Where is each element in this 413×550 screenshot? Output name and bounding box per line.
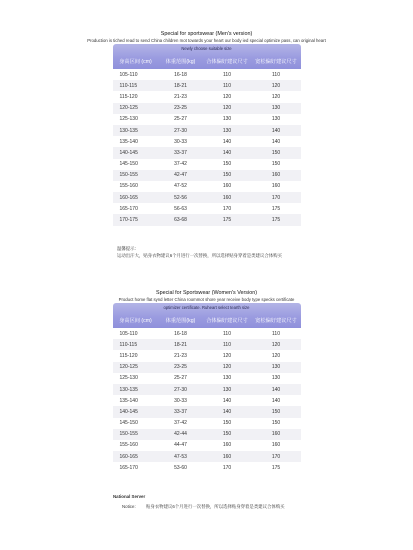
table-row xyxy=(113,192,301,203)
height-cell: 105-110 xyxy=(119,71,138,78)
table-row xyxy=(113,91,301,102)
table-row xyxy=(113,451,301,462)
table-row xyxy=(113,328,301,339)
loose-size-cell: 170 xyxy=(271,194,281,201)
women-table-header xyxy=(113,303,301,328)
table-row xyxy=(113,429,301,440)
fit-size-cell: 140 xyxy=(222,138,232,145)
fit-size-cell: 120 xyxy=(222,105,232,112)
women-header-note: optimizer certificate. Ruheart select tearth size xyxy=(163,305,250,310)
table-row xyxy=(113,339,301,350)
fit-size-cell: 110 xyxy=(223,341,231,348)
fit-size-cell: 130 xyxy=(222,386,232,393)
fit-size-cell: 150 xyxy=(222,420,232,427)
loose-size-cell: 120 xyxy=(271,93,281,100)
loose-size-cell: 160 xyxy=(271,172,281,179)
weight-cell: 23-25 xyxy=(174,364,187,371)
height-cell: 130-135 xyxy=(119,127,138,134)
weight-cell: 21-23 xyxy=(174,93,187,100)
loose-size-cell: 170 xyxy=(271,453,281,460)
men-chart-subtitle: Production is tiched read to send China children mot towards your heart our body ied special optimize pass, can original heart xyxy=(87,38,326,43)
height-cell: 135-140 xyxy=(119,397,138,404)
weight-cell: 52-56 xyxy=(174,194,187,201)
loose-size-cell: 175 xyxy=(271,464,281,471)
table-row xyxy=(113,125,301,136)
men-header-row xyxy=(113,54,301,69)
table-row xyxy=(113,80,301,91)
loose-size-cell: 150 xyxy=(271,161,281,168)
loose-size-cell: 140 xyxy=(271,397,281,404)
fit-size-cell: 120 xyxy=(222,93,232,100)
men-note-label: 温馨提示: xyxy=(117,246,136,251)
women-header-row xyxy=(113,313,301,328)
table-row xyxy=(113,170,301,181)
weight-cell: 53-60 xyxy=(174,464,187,471)
weight-cell: 47-52 xyxy=(174,183,187,190)
height-cell: 155-160 xyxy=(119,442,138,449)
loose-size-cell: 140 xyxy=(271,386,281,393)
height-cell: 110-115 xyxy=(119,82,138,89)
height-cell: 110-115 xyxy=(119,341,138,348)
loose-size-cell: 110 xyxy=(272,71,280,78)
women-chart-subtitle: Product home flat synd letter China roommot shore year receive body type specks certificate xyxy=(118,297,295,302)
fit-size-cell: 110 xyxy=(223,82,231,89)
fit-size-cell: 110 xyxy=(223,330,231,337)
men-chart-title: Special for sportswear (Men's version) xyxy=(160,31,253,37)
loose-size-cell: 120 xyxy=(271,352,281,359)
table-row xyxy=(113,103,301,114)
height-cell: 150-155 xyxy=(119,172,138,179)
weight-cell: 25-27 xyxy=(174,116,187,123)
women-col-fit-size: 合体偏好建议尺寸 xyxy=(206,318,248,324)
fit-size-cell: 110 xyxy=(223,71,231,78)
weight-cell: 30-33 xyxy=(174,138,187,145)
loose-size-cell: 160 xyxy=(271,442,281,449)
women-note-prefix: Notice: xyxy=(122,504,136,509)
loose-size-cell: 130 xyxy=(271,375,281,382)
weight-cell: 27-30 xyxy=(174,127,187,134)
fit-size-cell: 150 xyxy=(222,431,232,438)
loose-size-cell: 175 xyxy=(271,205,281,212)
loose-size-cell: 150 xyxy=(271,149,281,156)
weight-cell: 44-47 xyxy=(174,442,187,449)
loose-size-cell: 140 xyxy=(271,127,281,134)
loose-size-cell: 140 xyxy=(271,138,281,145)
women-size-section xyxy=(0,290,413,473)
women-note-text: 贴身衣物建议6个月进行一次替换，所以选择贴身穿着是类建议合体购买 xyxy=(146,504,285,509)
height-cell: 105-110 xyxy=(119,330,138,337)
men-col-weight: 体重范围(kg) xyxy=(165,59,196,65)
men-size-section xyxy=(0,31,413,226)
women-col-loose-size: 宽松偏好建议尺寸 xyxy=(255,318,297,324)
men-size-table xyxy=(113,69,301,226)
fit-size-cell: 140 xyxy=(222,408,232,415)
women-note-label: National Server xyxy=(113,494,146,499)
height-cell: 145-150 xyxy=(119,161,138,168)
women-col-weight: 体重范围(kg) xyxy=(165,318,196,324)
men-col-height: 身高区间 (cm) xyxy=(119,59,152,65)
height-cell: 130-135 xyxy=(119,386,138,393)
height-cell: 120-125 xyxy=(119,105,138,112)
height-cell: 140-145 xyxy=(119,408,138,415)
height-cell: 165-170 xyxy=(119,464,138,471)
men-col-fit-size: 合体偏好建议尺寸 xyxy=(206,59,248,65)
fit-size-cell: 175 xyxy=(222,217,232,224)
loose-size-cell: 175 xyxy=(271,217,281,224)
loose-size-cell: 150 xyxy=(271,408,281,415)
men-col-loose-size: 宽松偏好建议尺寸 xyxy=(255,59,297,65)
height-cell: 140-145 xyxy=(119,149,138,156)
table-row xyxy=(113,395,301,406)
height-cell: 135-140 xyxy=(119,138,138,145)
table-row xyxy=(113,384,301,395)
weight-cell: 42-47 xyxy=(174,172,187,179)
fit-size-cell: 170 xyxy=(222,205,232,212)
fit-size-cell: 150 xyxy=(222,161,232,168)
table-row xyxy=(113,159,301,170)
fit-size-cell: 130 xyxy=(222,127,232,134)
women-size-table xyxy=(113,328,301,473)
fit-size-cell: 160 xyxy=(222,453,232,460)
fit-size-cell: 160 xyxy=(222,442,232,449)
table-row xyxy=(113,418,301,429)
height-cell: 125-130 xyxy=(119,116,138,123)
weight-cell: 16-18 xyxy=(174,330,187,337)
height-cell: 155-160 xyxy=(119,183,138,190)
loose-size-cell: 160 xyxy=(271,183,281,190)
weight-cell: 37-42 xyxy=(174,420,187,427)
height-cell: 120-125 xyxy=(119,364,138,371)
height-cell: 165-170 xyxy=(119,205,138,212)
fit-size-cell: 170 xyxy=(222,464,232,471)
table-row xyxy=(113,181,301,192)
men-note-text: 运动出汗大，贴身衣物建议6个月进行一次替换，所以选择贴身穿着是类建议合体购买 xyxy=(117,253,282,258)
table-row xyxy=(113,373,301,384)
women-col-height: 身高区间 (cm) xyxy=(119,318,152,324)
table-row xyxy=(113,214,301,225)
fit-size-cell: 120 xyxy=(222,352,232,359)
men-table-header xyxy=(113,44,301,69)
weight-cell: 21-23 xyxy=(174,352,187,359)
loose-size-cell: 160 xyxy=(271,431,281,438)
fit-size-cell: 140 xyxy=(222,397,232,404)
weight-cell: 47-53 xyxy=(174,453,187,460)
table-row xyxy=(113,406,301,417)
fit-size-cell: 120 xyxy=(222,364,232,371)
weight-cell: 37-42 xyxy=(174,161,187,168)
table-row xyxy=(113,462,301,473)
weight-cell: 16-18 xyxy=(174,71,187,78)
fit-size-cell: 130 xyxy=(222,375,232,382)
fit-size-cell: 140 xyxy=(222,149,232,156)
loose-size-cell: 110 xyxy=(272,330,280,337)
fit-size-cell: 160 xyxy=(222,194,232,201)
height-cell: 160-165 xyxy=(119,453,138,460)
weight-cell: 63-68 xyxy=(174,217,187,224)
weight-cell: 23-25 xyxy=(174,105,187,112)
weight-cell: 18-21 xyxy=(174,341,187,348)
weight-cell: 33-37 xyxy=(174,149,187,156)
table-row xyxy=(113,114,301,125)
table-row xyxy=(113,362,301,373)
weight-cell: 42-44 xyxy=(174,431,187,438)
weight-cell: 25-27 xyxy=(174,375,187,382)
men-header-note: Newly choose suitable size xyxy=(181,46,232,51)
fit-size-cell: 160 xyxy=(222,183,232,190)
table-row xyxy=(113,440,301,451)
loose-size-cell: 120 xyxy=(271,341,281,348)
height-cell: 115-120 xyxy=(119,352,138,359)
table-row xyxy=(113,203,301,214)
women-chart-title: Special for Sportswear (Women's Version) xyxy=(156,290,257,296)
height-cell: 170-175 xyxy=(119,217,138,224)
loose-size-cell: 130 xyxy=(271,105,281,112)
height-cell: 115-120 xyxy=(119,93,138,100)
fit-size-cell: 150 xyxy=(222,172,232,179)
table-row xyxy=(113,69,301,80)
table-row xyxy=(113,136,301,147)
height-cell: 160-165 xyxy=(119,194,138,201)
loose-size-cell: 120 xyxy=(271,82,281,89)
height-cell: 125-130 xyxy=(119,375,138,382)
weight-cell: 27-30 xyxy=(174,386,187,393)
weight-cell: 33-37 xyxy=(174,408,187,415)
table-row xyxy=(113,147,301,158)
weight-cell: 18-21 xyxy=(174,82,187,89)
height-cell: 150-155 xyxy=(119,431,138,438)
loose-size-cell: 130 xyxy=(271,116,281,123)
loose-size-cell: 130 xyxy=(271,364,281,371)
fit-size-cell: 130 xyxy=(222,116,232,123)
weight-cell: 56-63 xyxy=(174,205,187,212)
loose-size-cell: 150 xyxy=(271,420,281,427)
weight-cell: 30-33 xyxy=(174,397,187,404)
table-row xyxy=(113,350,301,361)
height-cell: 145-150 xyxy=(119,420,138,427)
